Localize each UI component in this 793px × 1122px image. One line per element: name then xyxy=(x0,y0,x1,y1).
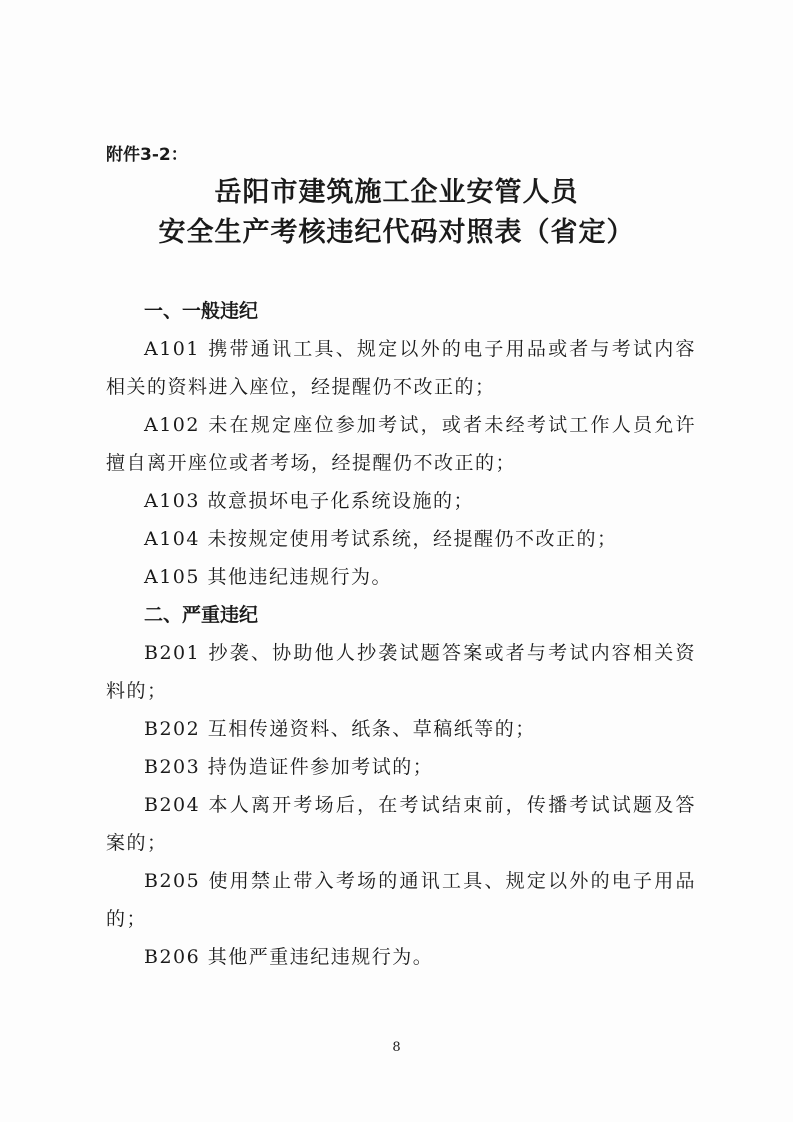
violation-item-a101: A101 携带通讯工具、规定以外的电子用品或者与考试内容相关的资料进入座位，经提醒仍不改正的； xyxy=(106,338,696,398)
violation-item-a105: A105 其他违纪违规行为。 xyxy=(144,566,393,588)
document-body xyxy=(106,292,696,976)
violation-item-a103: A103 故意损坏电子化系统设施的； xyxy=(144,490,475,512)
violation-item-b203: B203 持伪造证件参加考试的； xyxy=(144,756,434,778)
violation-item-b205: B205 使用禁止带入考场的通讯工具、规定以外的电子用品的； xyxy=(106,870,696,930)
attachment-label: 附件3-2： xyxy=(106,145,188,165)
violation-item-a102: A102 未在规定座位参加考试，或者未经考试工作人员允许擅自离开座位或者考场，经提醒仍不改正的； xyxy=(106,414,696,474)
section-heading-general: 一、一般违纪 xyxy=(144,300,259,322)
violation-item-a104: A104 未按规定使用考试系统，经提醒仍不改正的； xyxy=(144,528,618,550)
page-number: 8 xyxy=(392,1040,401,1055)
violation-item-b204: B204 本人离开考场后，在考试结束前，传播考试试题及答案的； xyxy=(106,794,696,854)
document-title-line-1: 岳阳市建筑施工企业安管人员 xyxy=(214,177,579,208)
section-heading-serious: 二、严重违纪 xyxy=(144,604,259,626)
violation-item-b206: B206 其他严重违纪违规行为。 xyxy=(144,946,434,968)
document-title-line-2: 安全生产考核违纪代码对照表（省定） xyxy=(158,217,635,248)
violation-item-b202: B202 互相传递资料、纸条、草稿纸等的； xyxy=(144,718,536,740)
violation-item-b201: B201 抄袭、协助他人抄袭试题答案或者与考试内容相关资料的； xyxy=(106,642,696,702)
